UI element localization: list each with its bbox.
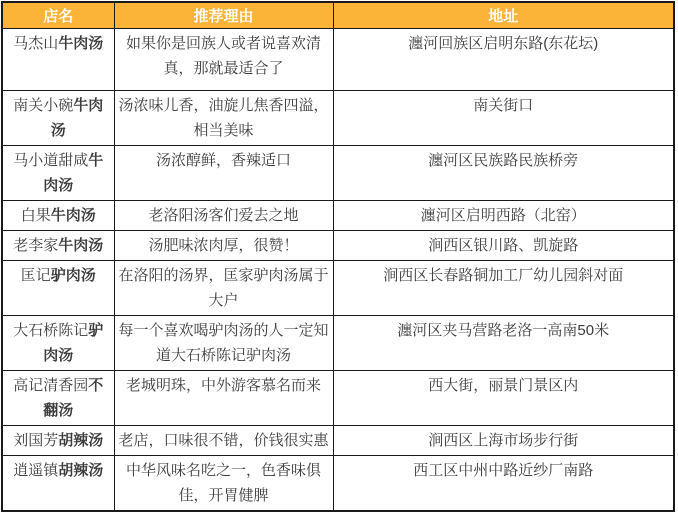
shop-name-soup-type: 驴肉汤	[50, 267, 96, 284]
table-row	[2, 456, 674, 512]
shop-name-soup-type: 不翻汤	[43, 377, 104, 419]
table-row	[2, 201, 674, 231]
reason-cell: 每一个喜欢喝驴肉汤的人一定知道大石桥陈记驴肉汤	[114, 316, 333, 371]
shop-name-prefix: 匡记	[20, 267, 51, 284]
shop-name-cell	[2, 146, 114, 201]
shop-name-prefix: 马杰山	[13, 35, 59, 52]
shop-name-prefix: 高记清香园	[13, 377, 89, 394]
reason-cell: 汤肥味浓肉厚，很赞！	[114, 231, 333, 261]
table-row	[2, 261, 674, 316]
shop-name-cell	[2, 316, 114, 371]
shop-name-soup-type: 驴肉汤	[43, 322, 104, 364]
address-cell: 瀍河回族区启明东路(东花坛)	[333, 29, 674, 91]
address-cell: 涧西区银川路、凯旋路	[333, 231, 674, 261]
shop-name-cell	[2, 231, 114, 261]
address-cell: 瀍河区夹马营路老洛一高南50米	[333, 316, 674, 371]
shop-name-cell	[2, 426, 114, 456]
shop-name-soup-type: 牛肉汤	[43, 152, 104, 194]
column-header-name: 店名	[2, 2, 114, 29]
address-cell: 涧西区长春路铜加工厂幼儿园斜对面	[333, 261, 674, 316]
table-body	[2, 29, 674, 512]
shop-name-prefix: 南关小碗	[13, 97, 74, 114]
reason-cell: 汤浓醇鲜，香辣适口	[114, 146, 333, 201]
shop-name-soup-type: 牛肉汤	[58, 237, 104, 254]
table-row	[2, 91, 674, 146]
column-header-address: 地址	[333, 2, 674, 29]
shop-name-prefix: 大石桥陈记	[13, 322, 89, 339]
shop-name-soup-type: 牛肉汤	[50, 207, 96, 224]
shop-name-cell	[2, 261, 114, 316]
shop-name-cell	[2, 201, 114, 231]
table-row	[2, 29, 674, 91]
table-row	[2, 426, 674, 456]
table-row	[2, 146, 674, 201]
address-cell: 南关街口	[333, 91, 674, 146]
reason-cell: 老城明珠，中外游客慕名而来	[114, 371, 333, 426]
address-cell: 瀍河区启明西路（北窑）	[333, 201, 674, 231]
address-cell: 西大街，丽景门景区内	[333, 371, 674, 426]
shop-name-prefix: 马小道甜咸	[13, 152, 89, 169]
shop-name-soup-type: 牛肉汤	[58, 35, 104, 52]
reason-cell: 如果你是回族人或者说喜欢清真，那就最适合了	[114, 29, 333, 91]
reason-cell: 在洛阳的汤界，匡家驴肉汤属于大户	[114, 261, 333, 316]
header-row	[2, 2, 674, 29]
reason-cell: 中华风味名吃之一，色香味俱佳，开胃健脾	[114, 456, 333, 512]
column-header-reason: 推荐理由	[114, 2, 333, 29]
shop-name-prefix: 刘国芳	[13, 432, 59, 449]
table-row	[2, 371, 674, 426]
address-cell: 瀍河区民族路民族桥旁	[333, 146, 674, 201]
table-row	[2, 316, 674, 371]
address-cell: 涧西区上海市场步行街	[333, 426, 674, 456]
shop-name-cell	[2, 456, 114, 512]
shop-name-cell	[2, 91, 114, 146]
shop-name-cell	[2, 371, 114, 426]
shop-name-soup-type: 牛肉汤	[50, 97, 104, 139]
reason-cell: 老洛阳汤客们爱去之地	[114, 201, 333, 231]
soup-shops-table	[1, 1, 675, 512]
shop-name-prefix: 白果	[20, 207, 51, 224]
reason-cell: 老店，口味很不错，价钱很实惠	[114, 426, 333, 456]
shop-name-soup-type: 胡辣汤	[58, 432, 104, 449]
reason-cell: 汤浓味儿香，油旋儿焦香四溢，相当美味	[114, 91, 333, 146]
shop-name-prefix: 老李家	[13, 237, 59, 254]
table-row	[2, 231, 674, 261]
address-cell: 西工区中州中路近纱厂南路	[333, 456, 674, 512]
shop-name-soup-type: 胡辣汤	[58, 462, 104, 479]
shop-name-prefix: 逍遥镇	[13, 462, 59, 479]
shop-name-cell	[2, 29, 114, 91]
